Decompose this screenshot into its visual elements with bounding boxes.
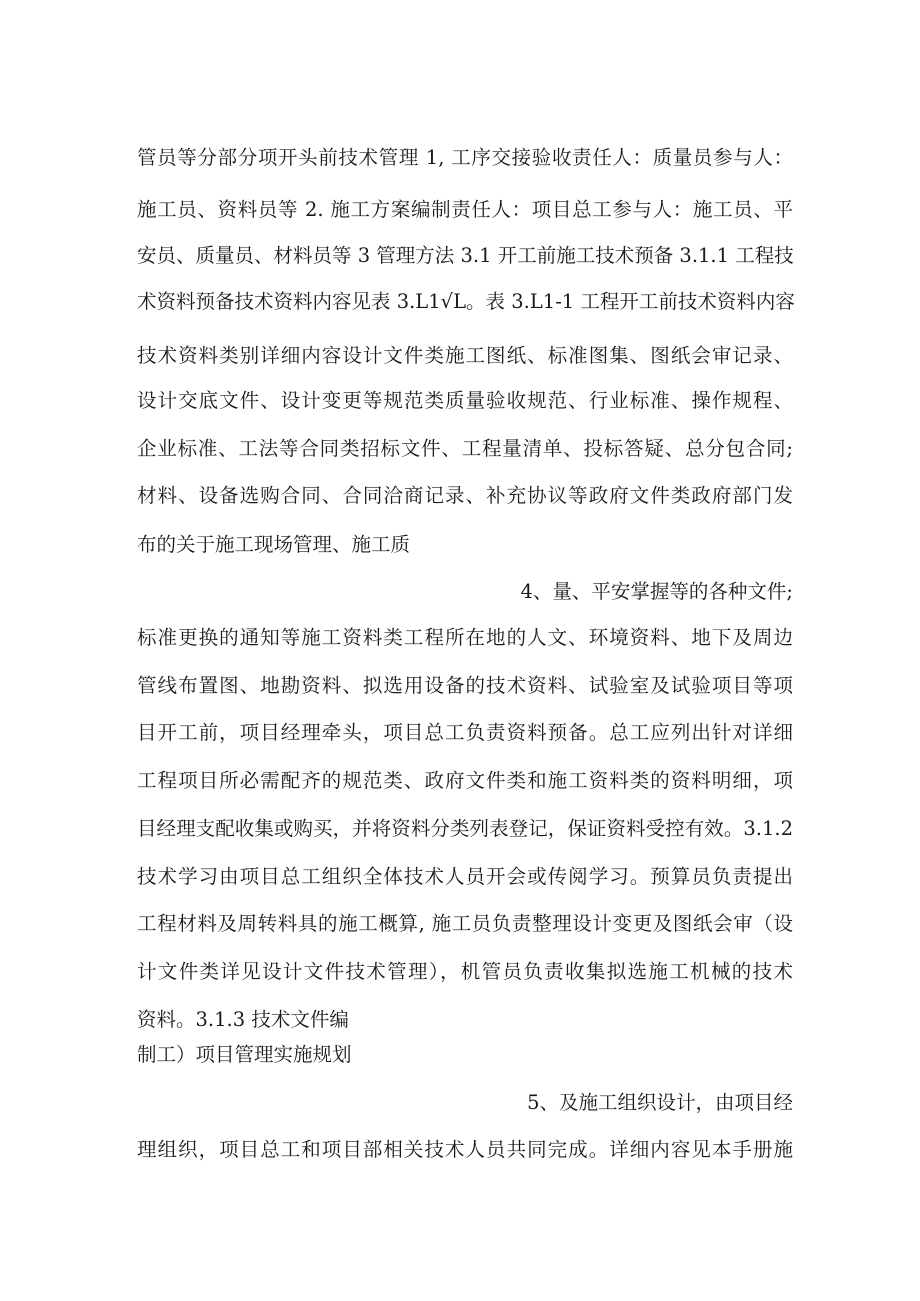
paragraph-line: 技术资料类别详细内容设计文件类施工图纸、标准图集、图纸会审记录、 — [137, 344, 793, 367]
paragraph-line: 企业标准、工法等合同类招标文件、工程量清单、投标答疑、总分包合同; — [137, 437, 793, 460]
paragraph-line: 5、及施工组织设计，由项目经 — [527, 1091, 793, 1114]
paragraph-line: 制工）项目管理实施规划 — [137, 1043, 352, 1066]
paragraph-line: 目开工前，项目经理牵头，项目总工负责资料预备。总工应列出针对详细 — [137, 721, 793, 744]
paragraph-line: 技术学习由项目总工组织全体技术人员开会或传阅学习。预算员负责提出 — [137, 865, 793, 888]
paragraph-line: 计文件类详见设计文件技术管理），机管员负责收集拟选施工机械的技术 — [137, 960, 793, 983]
paragraph-line: 材料、设备选购合同、合同洽商记录、补充协议等政府文件类政府部门发 — [137, 484, 793, 507]
paragraph-line: 资料。3.1.3 技术文件编 — [137, 1008, 349, 1031]
paragraph-line: 布的关于施工现场管理、施工质 — [137, 533, 411, 556]
paragraph-line: 安员、质量员、材料员等 3 管理方法 3.1 开工前施工技术预备 3.1.1 工程技 — [137, 244, 794, 267]
paragraph-line: 施工员、资料员等 2. 施工方案编制责任人：项目总工参与人：施工员、平 — [137, 198, 793, 221]
paragraph-line: 工程材料及周转料具的施工概算, 施工员负责整理设计变更及图纸会审（设 — [137, 912, 793, 935]
paragraph-line: 设计交底文件、设计变更等规范类质量验收规范、行业标准、操作规程、 — [137, 389, 793, 412]
paragraph-line: 4、量、平安掌握等的各种文件; — [520, 580, 793, 603]
paragraph-line: 管员等分部分项开头前技术管理 1, 工序交接验收责任人：质量员参与人： — [137, 146, 793, 169]
paragraph-line: 目经理支配收集或购买，并将资料分类列表登记，保证资料受控有效。3.1.2 — [137, 817, 793, 840]
paragraph-line: 标准更换的通知等施工资料类工程所在地的人文、环境资料、地下及周边 — [137, 626, 793, 649]
paragraph-line: 术资料预备技术资料内容见表 3.L1√L。表 3.L1-1 工程开工前技术资料内容 — [137, 290, 795, 313]
paragraph-line: 管线布置图、地勘资料、拟选用设备的技术资料、试验室及试验项目等项 — [137, 674, 793, 697]
paragraph-line: 工程项目所必需配齐的规范类、政府文件类和施工资料类的资料明细，项 — [137, 769, 793, 792]
paragraph-line: 理组织，项目总工和项目部相关技术人员共同完成。详细内容见本手册施 — [137, 1138, 793, 1161]
